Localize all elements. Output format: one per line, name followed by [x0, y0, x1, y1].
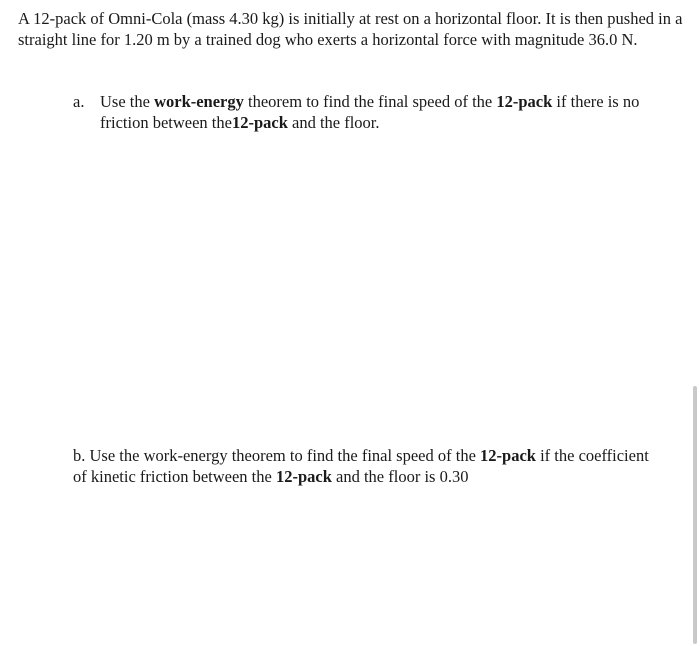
item-name: 12-pack — [480, 446, 536, 465]
item-name: 12-pack — [231, 113, 288, 132]
item-name: 12-pack — [275, 467, 332, 486]
vertical-scrollbar[interactable] — [693, 386, 697, 644]
work-energy-term: work-energy — [154, 92, 244, 111]
part-a-marker: a. — [73, 92, 85, 111]
item-name: 12-pack — [496, 92, 553, 111]
part-a-text: Use the work-energy theorem to find the final speed of the 12-pack if there is no friction between the12-pack and the floor. — [100, 92, 640, 132]
problem-statement: A 12-pack of Omni-Cola (mass 4.30 kg) is initially at rest on a horizontal floor. It is then pushed in a straight line for 1.20 m by a trained dog who exerts a horizontal force with magnitude 36.0 N. — [18, 9, 683, 49]
question-part-a — [73, 91, 673, 133]
question-part-b: b. Use the work-energy theorem to find the final speed of the 12-pack if the coefficient of kinetic friction between the 12-pack and the floor is 0.30 — [73, 446, 649, 486]
